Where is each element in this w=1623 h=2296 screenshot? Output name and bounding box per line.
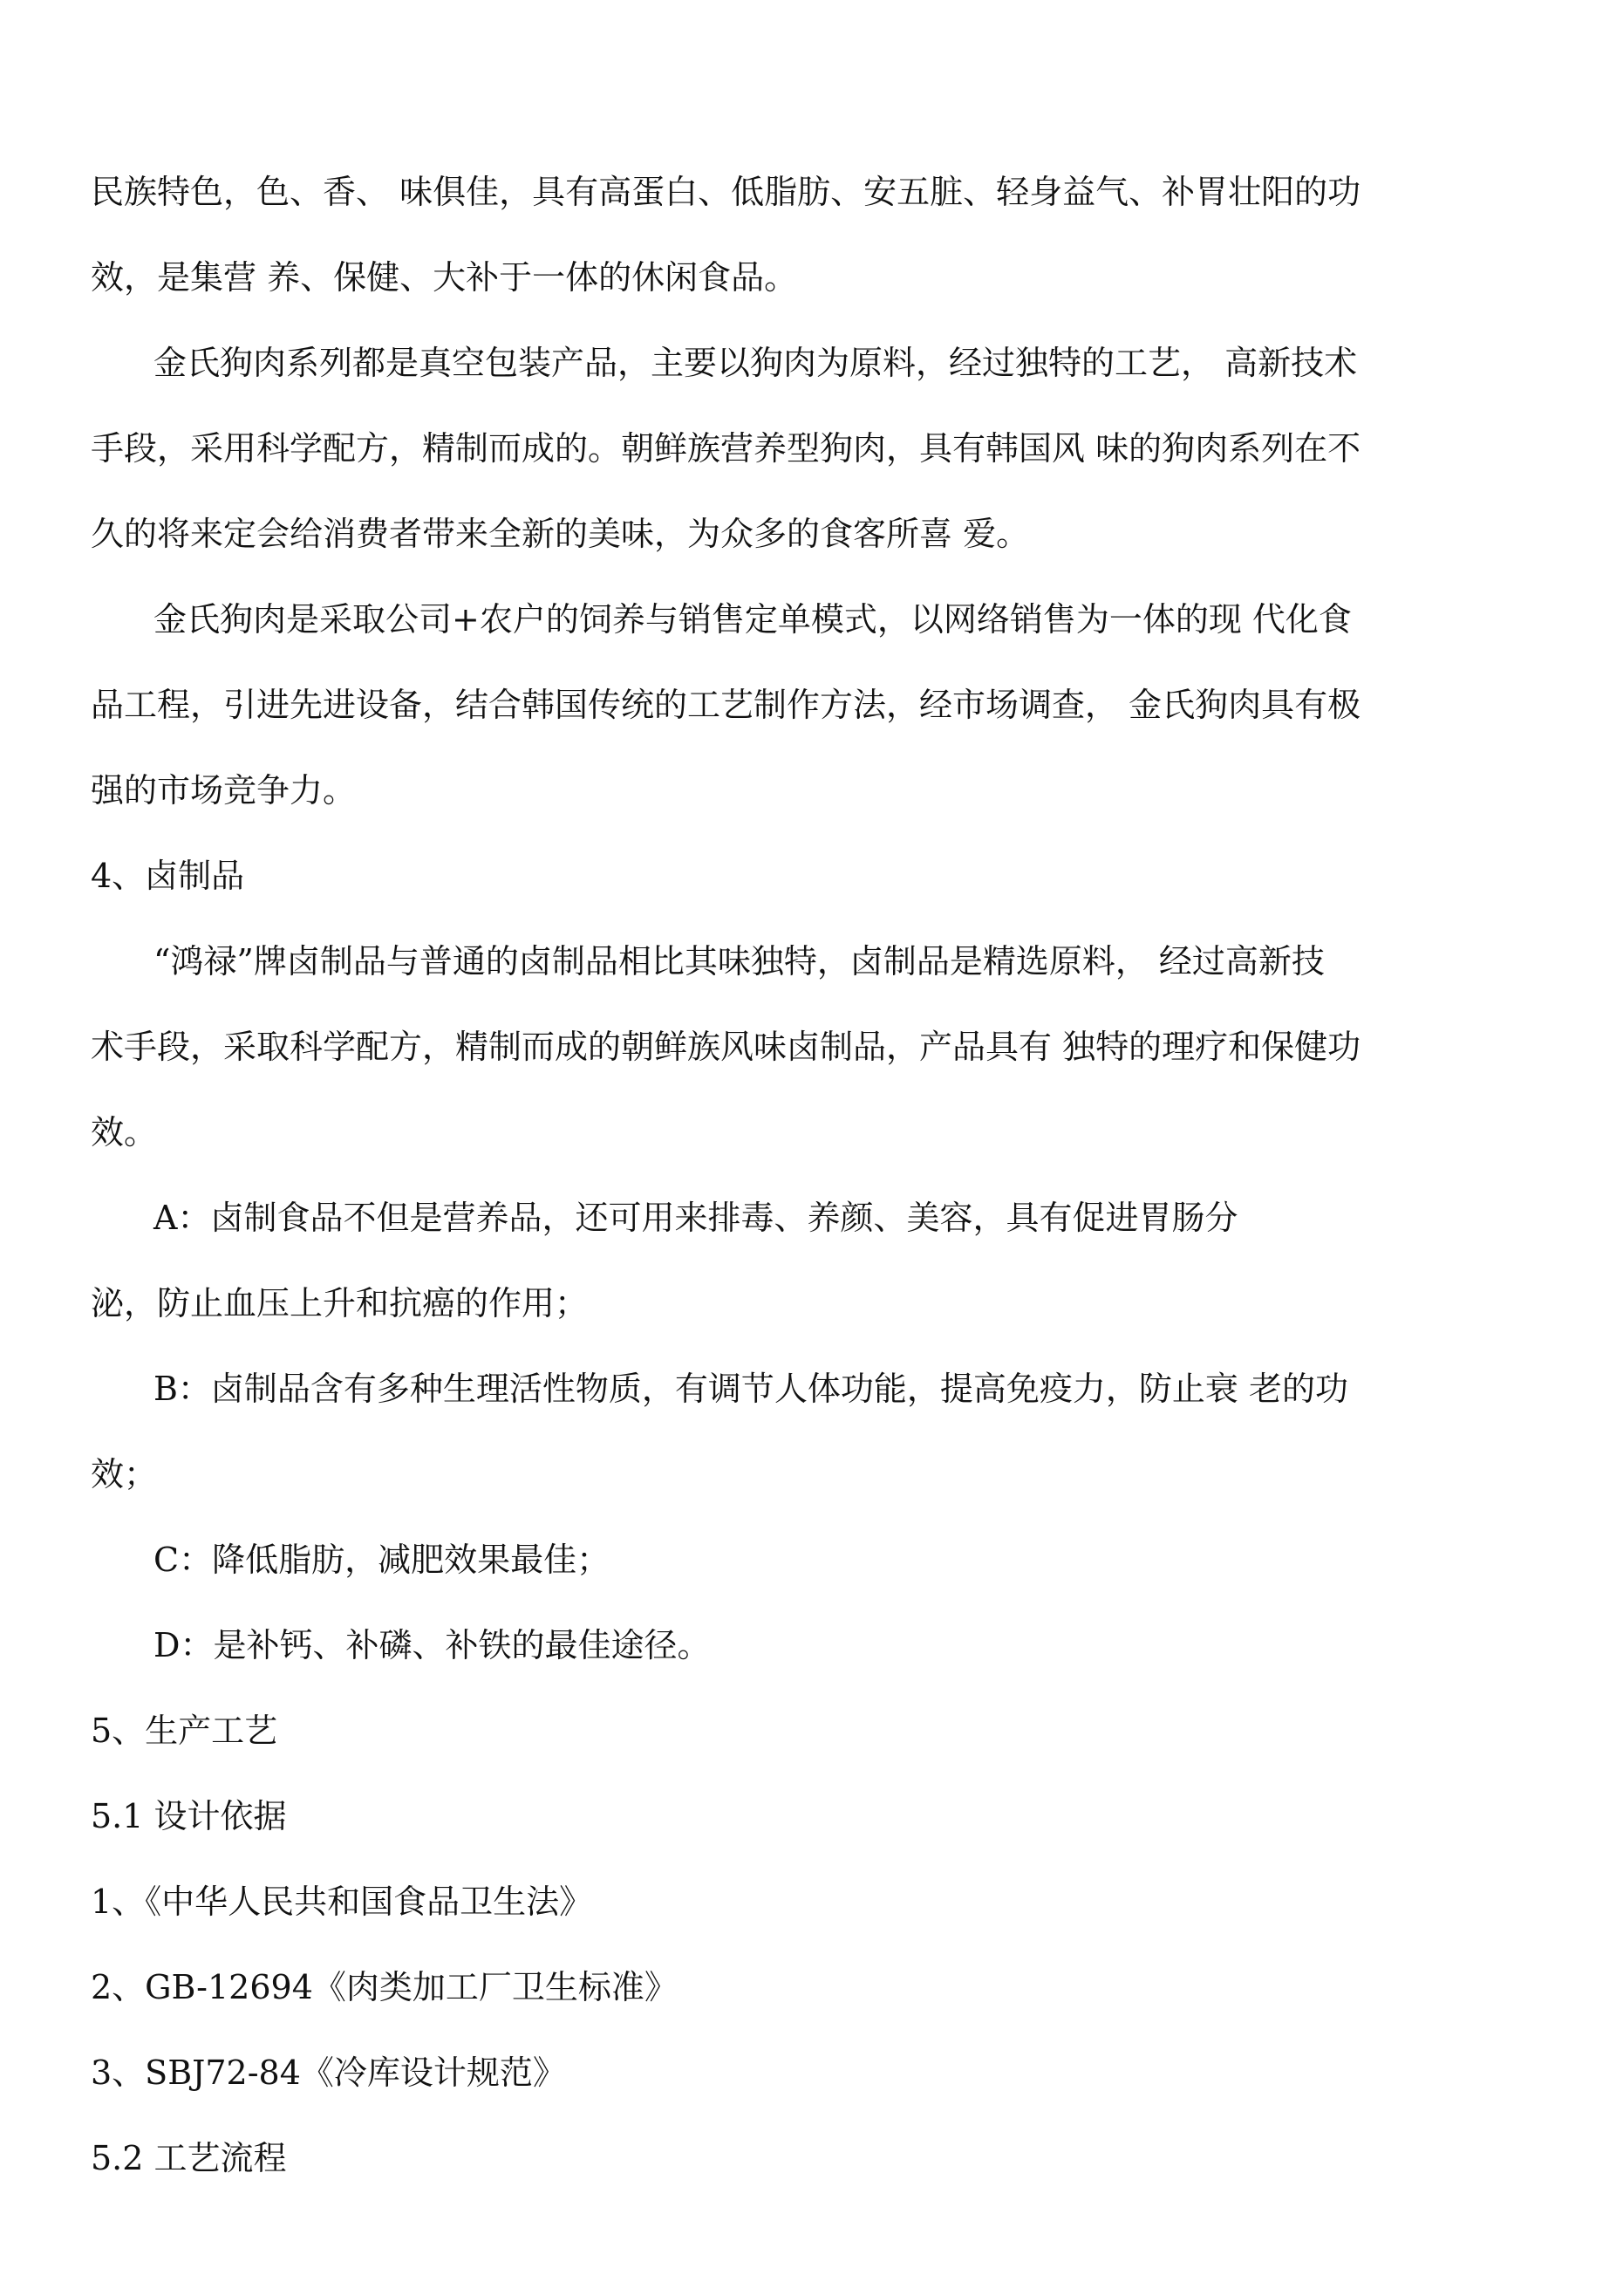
subsection-heading: 5.2 工艺流程 bbox=[91, 2139, 287, 2177]
list-item: 2、GB-12694《肉类加工厂卫生标准》 bbox=[91, 1968, 678, 2006]
list-item: 1、《中华人民共和国食品卫生法》 bbox=[91, 1883, 593, 1921]
text-line: 泌，防止血压上升和抗癌的作用； bbox=[91, 1284, 589, 1322]
text-line: 效，是集营 养、保健、大补于一体的休闲食品。 bbox=[91, 258, 798, 297]
text-line: 金氏狗肉系列都是真空包装产品，主要以狗肉为原料，经过独特的工艺， 高新技术 bbox=[153, 344, 1358, 382]
text-line: 强的市场竞争力。 bbox=[91, 771, 357, 810]
list-item: C：降低脂肪，减肥效果最佳； bbox=[153, 1541, 610, 1579]
list-item: D：是补钙、补磷、补铁的最佳途径。 bbox=[153, 1626, 711, 1664]
list-item: A：卤制食品不但是营养品，还可用来排毒、养颜、美容，具有促进胃肠分 bbox=[153, 1199, 1238, 1237]
list-item: B：卤制品含有多种生理活性物质，有调节人体功能，提高免疫力，防止衰 老的功 bbox=[153, 1370, 1349, 1408]
text-line: 金氏狗肉是采取公司+农户的饲养与销售定单模式，以网络销售为一体的现 代化食 bbox=[153, 600, 1352, 639]
text-line: 术手段，采取科学配方，精制而成的朝鲜族风味卤制品，产品具有 独特的理疗和保健功 bbox=[91, 1028, 1361, 1066]
text-line: 手段，采用科学配方，精制而成的。朝鲜族营养型狗肉，具有韩国风 味的狗肉系列在不 bbox=[91, 429, 1361, 468]
subsection-heading: 5.1 设计依据 bbox=[91, 1797, 287, 1835]
text-line: 效； bbox=[91, 1455, 158, 1493]
text-line: 久的将来定会给消费者带来全新的美味，为众多的食客所喜 爱。 bbox=[91, 515, 1030, 553]
section-heading: 5、生产工艺 bbox=[91, 1712, 278, 1750]
text-line: “鸿禄”牌卤制品与普通的卤制品相比其味独特，卤制品是精选原料， 经过高新技 bbox=[153, 942, 1325, 981]
section-heading: 4、卤制品 bbox=[91, 857, 245, 895]
text-line: 品工程，引进先进设备，结合韩国传统的工艺制作方法，经市场调查， 金氏狗肉具有极 bbox=[91, 686, 1361, 724]
list-item: 3、SBJ72-84《冷库设计规范》 bbox=[91, 2053, 566, 2092]
text-line: 效。 bbox=[91, 1113, 158, 1151]
text-line: 民族特色，色、香、 味俱佳，具有高蛋白、低脂肪、安五脏、轻身益气、补胃壮阳的功 bbox=[91, 173, 1361, 211]
